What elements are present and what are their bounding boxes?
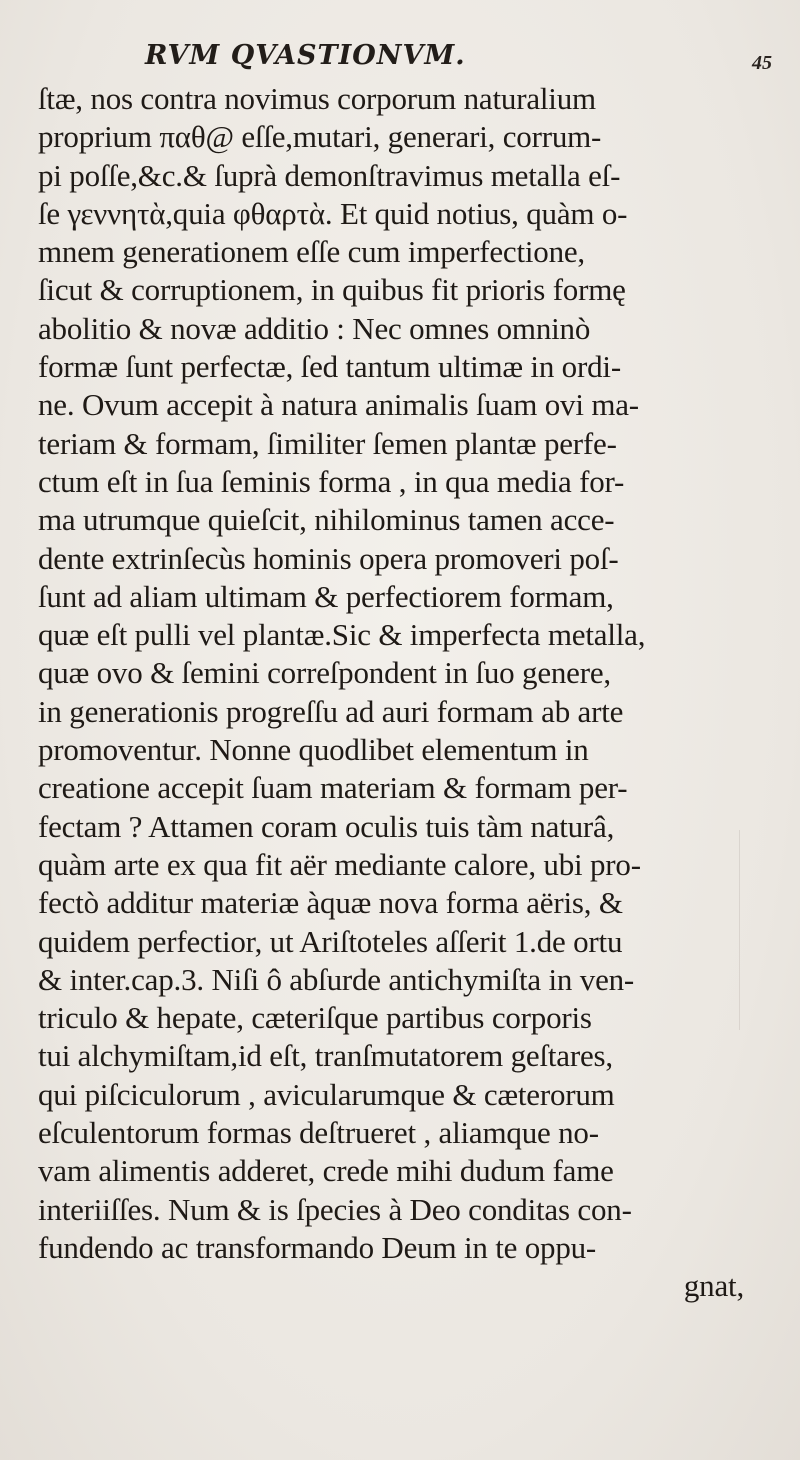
text-line: ne. Ovum accepit à natura animalis ſuam ovi ma- xyxy=(38,387,639,423)
text-line: proprium παθ@ eſſe,mutari, generari, corrum- xyxy=(38,119,602,155)
text-line: quàm arte ex qua fit aër mediante calore, ubi pro- xyxy=(38,846,641,882)
body-text xyxy=(38,80,768,1306)
text-line: ma utrumque quieſcit, nihilominus tamen acce- xyxy=(38,502,615,538)
text-line: triculo & hepate, cæteriſque partibus corporis xyxy=(38,1000,592,1036)
text-line: abolitio & novæ additio : Nec omnes omninò xyxy=(38,310,591,346)
text-line: ſe γεννητὰ,quia φθαρτὰ. Et quid notius, quàm o- xyxy=(38,195,628,231)
text-line: ſunt ad aliam ultimam & perfectiorem formam, xyxy=(38,578,614,614)
text-line: fectò additur materiæ àquæ nova forma aëris, & xyxy=(38,885,623,921)
text-line: creatione accepit ſuam materiam & formam per- xyxy=(38,770,628,806)
text-line: eſculentorum formas deſtrueret , aliamque no- xyxy=(38,1115,599,1151)
text-line: quæ ovo & ſemini correſpondent in ſuo genere, xyxy=(38,655,611,691)
text-line: & inter.cap.3. Niſi ô abſurde antichymiſta in ven- xyxy=(38,961,635,997)
text-line: interiiſſes. Num & is ſpecies à Deo conditas con- xyxy=(38,1191,632,1227)
text-line: ctum eſt in ſua ſeminis forma , in qua media for- xyxy=(38,463,625,499)
text-line: in generationis progreſſu ad auri formam ab arte xyxy=(38,693,624,729)
text-line: vam alimentis adderet, crede mihi dudum fame xyxy=(38,1153,614,1189)
text-line: promoventur. Nonne quodlibet elementum in xyxy=(38,732,589,768)
paper-show-through xyxy=(699,830,740,1030)
text-line: teriam & formam, ſimiliter ſemen plantæ perfe- xyxy=(38,425,617,461)
text-line: quæ eſt pulli vel plantæ.Sic & imperfecta metalla, xyxy=(38,617,646,653)
text-line: tui alchymiſtam,id eſt, tranſmutatorem geſtares, xyxy=(38,1038,613,1074)
text-line: quidem perfectior, ut Ariſtoteles aſſerit 1.de ortu xyxy=(38,923,623,959)
running-head: RVM QVASTIONVM. xyxy=(145,40,466,71)
text-line: fectam ? Attamen coram oculis tuis tàm naturâ, xyxy=(38,808,615,844)
text-line: dente extrinſecùs hominis opera promoveri poſ- xyxy=(38,540,619,576)
text-line: ſicut & corruptionem, in quibus fit prioris formę xyxy=(38,272,626,308)
text-line: ſtæ, nos contra novimus corporum naturalium xyxy=(38,81,596,116)
text-line: qui piſciculorum , avicularumque & cæterorum xyxy=(38,1076,615,1112)
text-line: pi poſſe,&c.& ſuprà demonſtravimus metalla eſ- xyxy=(38,157,621,193)
text-line: mnem generationem eſſe cum imperfectione, xyxy=(38,234,585,270)
text-line-last: gnat, xyxy=(683,1268,744,1304)
page-number: 45 xyxy=(752,52,772,74)
text-line: formæ ſunt perfectæ, ſed tantum ultimæ in ordi- xyxy=(38,349,621,385)
text-line: fundendo ac transformando Deum in te oppu- xyxy=(38,1229,597,1265)
